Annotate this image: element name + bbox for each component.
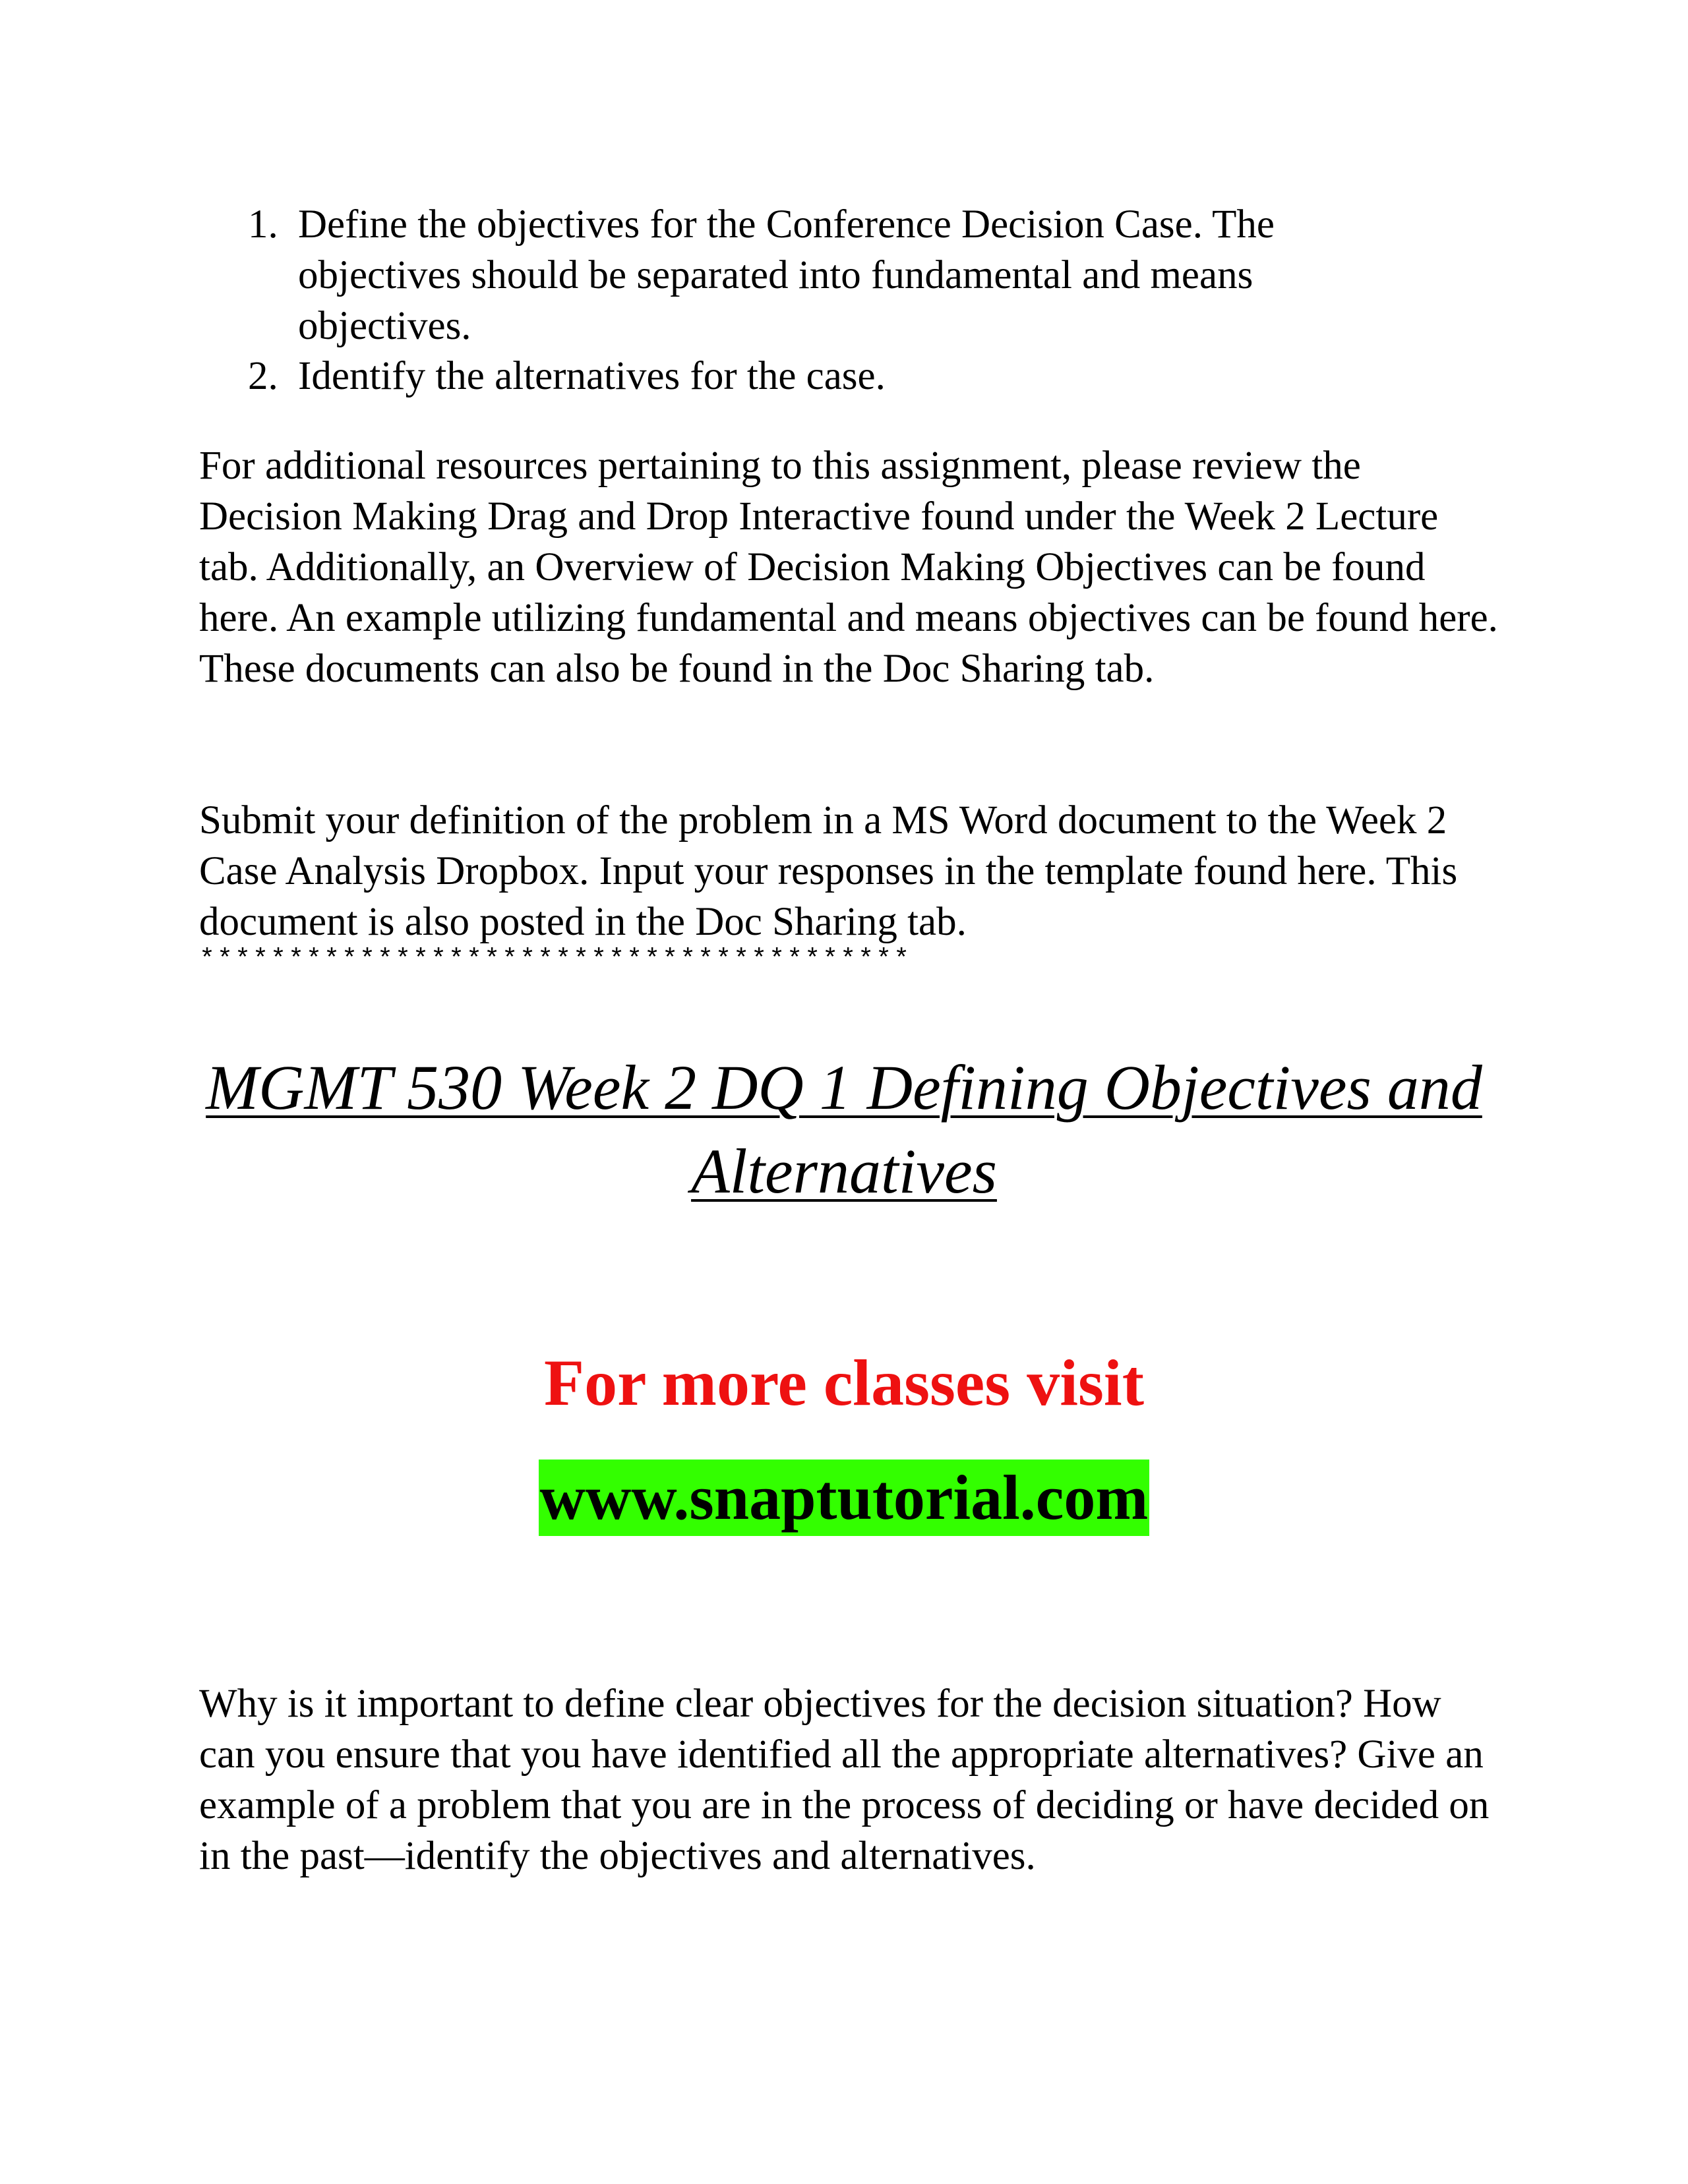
promo-url-container — [0, 1460, 1688, 1536]
list-item-number: 2. — [248, 354, 278, 398]
list-item-text: Define the objectives for the Conference Decision Case. The objectives should be separated into fundamental and means objectives. — [298, 202, 1275, 348]
list-item — [248, 351, 1408, 401]
question-paragraph: Why is it important to define clear objectives for the decision situation? How can you ensure that you have identified all the appropriate alternatives? Give an example of a problem that you are in the process of deciding or have decided on in the past—identify the objectives and alternatives. — [199, 1682, 1490, 1878]
list-item-text: Identify the alternatives for the case. — [298, 354, 886, 398]
submit-paragraph: Submit your definition of the problem in a MS Word document to the Week 2 Case Analysis Dropbox. Input your responses in the template found here. This document is also posted in the Doc Sharing tab. — [199, 798, 1458, 944]
resources-paragraph: For additional resources pertaining to this assignment, please review the Decision Making Drag and Drop Interactive found under the Week 2 Lecture tab. Additionally, an Overview of Decision Making Objectives can be found here. An example utilizing fundamental and means objectives can be found here. These documents can also be found in the Doc Sharing tab. — [199, 444, 1498, 691]
asterisk-separator: **************************************** — [199, 945, 912, 975]
document-title: MGMT 530 Week 2 DQ 1 Defining Objectives and Alternatives — [206, 1052, 1482, 1206]
promo-url-link[interactable]: www.snaptutorial.com — [539, 1460, 1150, 1536]
list-item — [248, 199, 1408, 351]
promo-text: For more classes visit — [543, 1346, 1144, 1419]
list-item-number: 1. — [248, 202, 278, 247]
